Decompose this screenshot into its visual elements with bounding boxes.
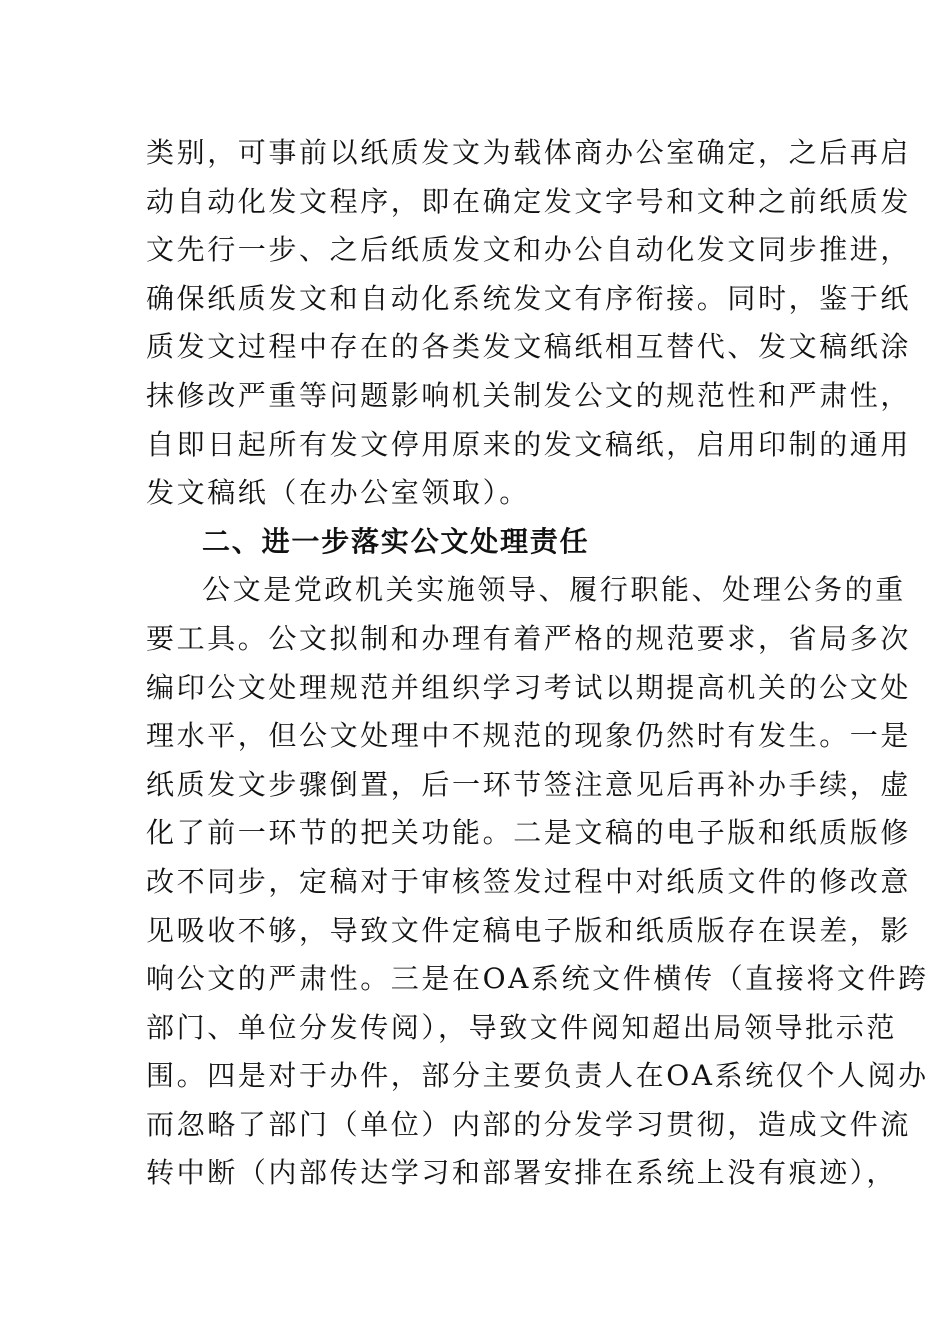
paragraph-1-line: 发文稿纸（在办公室领取）。 [146, 476, 530, 510]
paragraph-2-line: 响公文的严肃性。三是在OA系统文件横传（直接将文件跨 [146, 962, 929, 996]
paragraph-1-line: 动自动化发文程序，即在确定发文字号和文种之前纸质发 [146, 184, 912, 218]
paragraph-2-line: 见吸收不够，导致文件定稿电子版和纸质版存在误差，影 [146, 913, 912, 947]
document-body [146, 129, 929, 1198]
paragraph-1-line: 抹修改严重等问题影响机关制发公文的规范性和严肃性， [146, 378, 912, 412]
paragraph-2-line: 围。四是对于办件，部分主要负责人在OA系统仅个人阅办 [146, 1059, 929, 1093]
paragraph-2-line: 理水平，但公文处理中不规范的现象仍然时有发生。一是 [146, 719, 912, 753]
section-heading: 二、进一步落实公文处理责任 [202, 524, 590, 558]
paragraph-2-line: 公文是党政机关实施领导、履行职能、处理公务的重 [202, 573, 906, 607]
paragraph-2-line: 纸质发文步骤倒置，后一环节签注意见后再补办手续，虚 [146, 767, 912, 801]
paragraph-2-line: 化了前一环节的把关功能。二是文稿的电子版和纸质版修 [146, 816, 912, 850]
paragraph-2-line: 改不同步，定稿对于审核签发过程中对纸质文件的修改意 [146, 864, 912, 898]
paragraph-1-line: 类别，可事前以纸质发文为载体商办公室确定，之后再启 [146, 136, 912, 169]
paragraph-1-line: 质发文过程中存在的各类发文稿纸相互替代、发文稿纸涂 [146, 330, 912, 364]
paragraph-2-line: 要工具。公文拟制和办理有着严格的规范要求，省局多次 [146, 621, 912, 655]
paragraph-2-line: 编印公文处理规范并组织学习考试以期提高机关的公文处 [146, 670, 912, 704]
paragraph-2-line: 转中断（内部传达学习和部署安排在系统上没有痕迹）， [146, 1156, 898, 1190]
paragraph-2-line: 部门、单位分发传阅），导致文件阅知超出局领导批示范 [146, 1010, 898, 1044]
paragraph-1-line: 文先行一步、之后纸质发文和办公自动化发文同步推进， [146, 233, 912, 267]
paragraph-1-line: 确保纸质发文和自动化系统发文有序衔接。同时，鉴于纸 [146, 281, 912, 315]
paragraph-1-line: 自即日起所有发文停用原来的发文稿纸，启用印制的通用 [146, 427, 912, 461]
paragraph-2-line: 而忽略了部门（单位）内部的分发学习贯彻，造成文件流 [146, 1107, 912, 1141]
